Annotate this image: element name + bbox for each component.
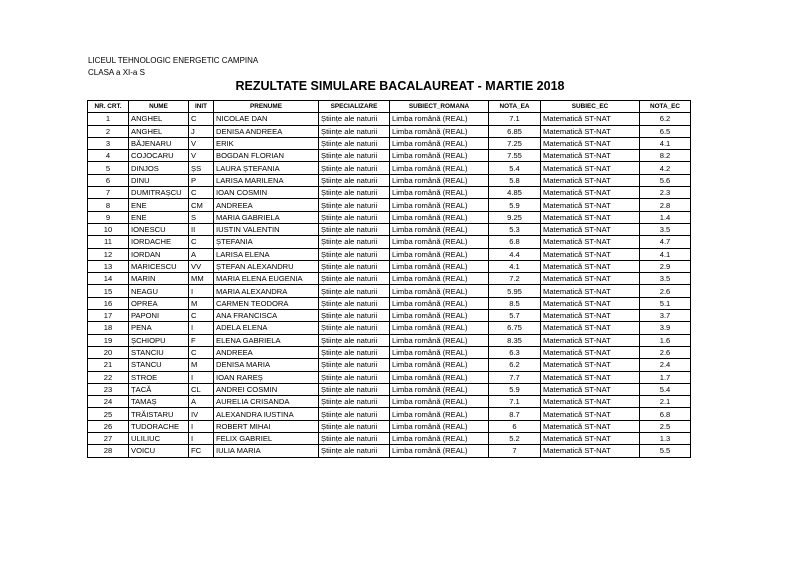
romanian-subject-cell: Limba română (REAL): [390, 137, 489, 149]
specialization-cell: Științe ale naturii: [319, 273, 390, 285]
second-subject-cell: Matematică ST-NAT: [541, 433, 640, 445]
specialization-cell: Științe ale naturii: [319, 334, 390, 346]
first-name-cell: MARIA ELENA EUGENIA: [214, 273, 319, 285]
table-row: [88, 260, 691, 272]
initial-cell: MM: [189, 273, 214, 285]
table-row: [88, 199, 691, 211]
second-subject-cell: Matematică ST-NAT: [541, 174, 640, 186]
specialization-cell: Științe ale naturii: [319, 174, 390, 186]
first-name-cell: IOAN COSMIN: [214, 187, 319, 199]
row-number-cell: 7: [88, 187, 129, 199]
table-row: [88, 383, 691, 395]
table-row: [88, 236, 691, 248]
second-subject-cell: Matematică ST-NAT: [541, 383, 640, 395]
table-row: [88, 211, 691, 223]
table-row: [88, 445, 691, 457]
specialization-cell: Științe ale naturii: [319, 260, 390, 272]
last-name-cell: MARIN: [129, 273, 189, 285]
last-name-cell: TUDORACHE: [129, 420, 189, 432]
last-name-cell: DUMITRAȘCU: [129, 187, 189, 199]
initial-cell: IV: [189, 408, 214, 420]
second-subject-cell: Matematică ST-NAT: [541, 125, 640, 137]
table-row: [88, 285, 691, 297]
romanian-subject-cell: Limba română (REAL): [390, 174, 489, 186]
row-number-cell: 8: [88, 199, 129, 211]
second-grade-cell: 4.2: [640, 162, 691, 174]
last-name-cell: IORDAN: [129, 248, 189, 260]
romanian-subject-cell: Limba română (REAL): [390, 199, 489, 211]
specialization-cell: Științe ale naturii: [319, 359, 390, 371]
last-name-cell: OPREA: [129, 297, 189, 309]
initial-cell: C: [189, 346, 214, 358]
romanian-grade-cell: 5.4: [489, 162, 541, 174]
specialization-cell: Științe ale naturii: [319, 445, 390, 457]
initial-cell: CM: [189, 199, 214, 211]
second-grade-cell: 3.9: [640, 322, 691, 334]
romanian-grade-cell: 9.25: [489, 211, 541, 223]
initial-cell: J: [189, 125, 214, 137]
romanian-grade-cell: 6.2: [489, 359, 541, 371]
table-row: [88, 334, 691, 346]
first-name-cell: LAURA ȘTEFANIA: [214, 162, 319, 174]
row-number-cell: 1: [88, 113, 129, 125]
romanian-subject-cell: Limba română (REAL): [390, 433, 489, 445]
specialization-cell: Științe ale naturii: [319, 113, 390, 125]
second-grade-cell: 3.7: [640, 310, 691, 322]
last-name-cell: STANCU: [129, 359, 189, 371]
table-row: [88, 408, 691, 420]
second-grade-cell: 3.5: [640, 273, 691, 285]
specialization-cell: Științe ale naturii: [319, 150, 390, 162]
romanian-grade-cell: 5.8: [489, 174, 541, 186]
initial-cell: A: [189, 248, 214, 260]
first-name-cell: MARIA GABRIELA: [214, 211, 319, 223]
initial-cell: V: [189, 150, 214, 162]
romanian-grade-cell: 5.3: [489, 223, 541, 235]
romanian-grade-cell: 7.2: [489, 273, 541, 285]
first-name-cell: CARMEN TEODORA: [214, 297, 319, 309]
second-subject-cell: Matematică ST-NAT: [541, 322, 640, 334]
second-grade-cell: 1.4: [640, 211, 691, 223]
last-name-cell: ȘCHIOPU: [129, 334, 189, 346]
romanian-grade-cell: 7.1: [489, 113, 541, 125]
last-name-cell: STANCIU: [129, 346, 189, 358]
romanian-grade-cell: 6.75: [489, 322, 541, 334]
first-name-cell: ADELA ELENA: [214, 322, 319, 334]
initial-cell: ȘS: [189, 162, 214, 174]
romanian-subject-cell: Limba română (REAL): [390, 334, 489, 346]
last-name-cell: IORDACHE: [129, 236, 189, 248]
specialization-cell: Științe ale naturii: [319, 383, 390, 395]
first-name-cell: IOAN RAREȘ: [214, 371, 319, 383]
first-name-cell: FELIX GABRIEL: [214, 433, 319, 445]
second-grade-cell: 5.1: [640, 297, 691, 309]
specialization-cell: Științe ale naturii: [319, 223, 390, 235]
second-subject-cell: Matematică ST-NAT: [541, 187, 640, 199]
row-number-cell: 19: [88, 334, 129, 346]
table-row: [88, 371, 691, 383]
first-name-cell: NICOLAE DAN: [214, 113, 319, 125]
romanian-grade-cell: 5.2: [489, 433, 541, 445]
last-name-cell: IONESCU: [129, 223, 189, 235]
romanian-subject-cell: Limba română (REAL): [390, 285, 489, 297]
table-row: [88, 359, 691, 371]
column-header: NR. CRT.: [88, 101, 129, 113]
specialization-cell: Științe ale naturii: [319, 236, 390, 248]
last-name-cell: PAPONI: [129, 310, 189, 322]
last-name-cell: ULILIUC: [129, 433, 189, 445]
second-subject-cell: Matematică ST-NAT: [541, 371, 640, 383]
first-name-cell: ȘTEFAN ALEXANDRU: [214, 260, 319, 272]
second-subject-cell: Matematică ST-NAT: [541, 420, 640, 432]
second-grade-cell: 2.6: [640, 346, 691, 358]
initial-cell: VV: [189, 260, 214, 272]
last-name-cell: TAMAȘ: [129, 396, 189, 408]
specialization-cell: Științe ale naturii: [319, 297, 390, 309]
romanian-subject-cell: Limba română (REAL): [390, 420, 489, 432]
school-name: LICEUL TEHNOLOGIC ENERGETIC CAMPINA: [88, 56, 259, 65]
specialization-cell: Științe ale naturii: [319, 396, 390, 408]
romanian-grade-cell: 8.5: [489, 297, 541, 309]
second-subject-cell: Matematică ST-NAT: [541, 285, 640, 297]
romanian-subject-cell: Limba română (REAL): [390, 113, 489, 125]
column-header: SUBIEC_EC: [541, 101, 640, 113]
last-name-cell: COJOCARU: [129, 150, 189, 162]
second-subject-cell: Matematică ST-NAT: [541, 236, 640, 248]
romanian-grade-cell: 5.9: [489, 383, 541, 395]
second-grade-cell: 6.5: [640, 125, 691, 137]
second-subject-cell: Matematică ST-NAT: [541, 162, 640, 174]
specialization-cell: Științe ale naturii: [319, 408, 390, 420]
romanian-subject-cell: Limba română (REAL): [390, 223, 489, 235]
last-name-cell: NEAGU: [129, 285, 189, 297]
row-number-cell: 15: [88, 285, 129, 297]
table-body: [88, 113, 691, 457]
romanian-subject-cell: Limba română (REAL): [390, 383, 489, 395]
first-name-cell: IULIA MARIA: [214, 445, 319, 457]
row-number-cell: 21: [88, 359, 129, 371]
second-grade-cell: 1.6: [640, 334, 691, 346]
romanian-grade-cell: 7.55: [489, 150, 541, 162]
table-row: [88, 346, 691, 358]
table-row: [88, 297, 691, 309]
specialization-cell: Științe ale naturii: [319, 199, 390, 211]
romanian-grade-cell: 5.95: [489, 285, 541, 297]
second-subject-cell: Matematică ST-NAT: [541, 334, 640, 346]
initial-cell: C: [189, 187, 214, 199]
row-number-cell: 11: [88, 236, 129, 248]
second-grade-cell: 4.7: [640, 236, 691, 248]
specialization-cell: Științe ale naturii: [319, 322, 390, 334]
initial-cell: C: [189, 236, 214, 248]
second-grade-cell: 3.5: [640, 223, 691, 235]
table-row: [88, 137, 691, 149]
romanian-grade-cell: 7.25: [489, 137, 541, 149]
romanian-grade-cell: 6.3: [489, 346, 541, 358]
romanian-grade-cell: 6.85: [489, 125, 541, 137]
romanian-grade-cell: 5.7: [489, 310, 541, 322]
second-subject-cell: Matematică ST-NAT: [541, 137, 640, 149]
romanian-grade-cell: 7.7: [489, 371, 541, 383]
second-grade-cell: 6.8: [640, 408, 691, 420]
first-name-cell: ERIK: [214, 137, 319, 149]
romanian-subject-cell: Limba română (REAL): [390, 359, 489, 371]
row-number-cell: 26: [88, 420, 129, 432]
first-name-cell: ANDREEA: [214, 346, 319, 358]
last-name-cell: BĂJENARU: [129, 137, 189, 149]
table-row: [88, 174, 691, 186]
romanian-subject-cell: Limba română (REAL): [390, 125, 489, 137]
second-subject-cell: Matematică ST-NAT: [541, 211, 640, 223]
romanian-grade-cell: 5.9: [489, 199, 541, 211]
column-header: SPECIALIZARE: [319, 101, 390, 113]
romanian-grade-cell: 4.4: [489, 248, 541, 260]
romanian-subject-cell: Limba română (REAL): [390, 260, 489, 272]
results-table: [87, 100, 691, 458]
second-subject-cell: Matematică ST-NAT: [541, 346, 640, 358]
romanian-subject-cell: Limba română (REAL): [390, 322, 489, 334]
table-row: [88, 113, 691, 125]
initial-cell: A: [189, 396, 214, 408]
romanian-subject-cell: Limba română (REAL): [390, 371, 489, 383]
initial-cell: S: [189, 211, 214, 223]
table-header-row: [88, 101, 691, 113]
table-row: [88, 420, 691, 432]
first-name-cell: ALEXANDRA IUSTINA: [214, 408, 319, 420]
initial-cell: F: [189, 334, 214, 346]
second-grade-cell: 5.5: [640, 445, 691, 457]
specialization-cell: Științe ale naturii: [319, 285, 390, 297]
romanian-subject-cell: Limba română (REAL): [390, 346, 489, 358]
table-row: [88, 396, 691, 408]
second-subject-cell: Matematică ST-NAT: [541, 408, 640, 420]
initial-cell: P: [189, 174, 214, 186]
column-header: INIT: [189, 101, 214, 113]
table-row: [88, 162, 691, 174]
romanian-subject-cell: Limba română (REAL): [390, 211, 489, 223]
second-subject-cell: Matematică ST-NAT: [541, 297, 640, 309]
initial-cell: M: [189, 359, 214, 371]
second-grade-cell: 2.3: [640, 187, 691, 199]
first-name-cell: ANDREI COSMIN: [214, 383, 319, 395]
second-grade-cell: 2.1: [640, 396, 691, 408]
last-name-cell: DINU: [129, 174, 189, 186]
specialization-cell: Științe ale naturii: [319, 346, 390, 358]
row-number-cell: 4: [88, 150, 129, 162]
romanian-grade-cell: 8.7: [489, 408, 541, 420]
column-header: NOTA_EA: [489, 101, 541, 113]
initial-cell: C: [189, 310, 214, 322]
second-subject-cell: Matematică ST-NAT: [541, 359, 640, 371]
second-subject-cell: Matematică ST-NAT: [541, 150, 640, 162]
row-number-cell: 18: [88, 322, 129, 334]
column-header: PRENUME: [214, 101, 319, 113]
romanian-grade-cell: 6: [489, 420, 541, 432]
specialization-cell: Științe ale naturii: [319, 310, 390, 322]
second-grade-cell: 2.5: [640, 420, 691, 432]
table-row: [88, 248, 691, 260]
last-name-cell: DINJOS: [129, 162, 189, 174]
second-subject-cell: Matematică ST-NAT: [541, 445, 640, 457]
romanian-subject-cell: Limba română (REAL): [390, 162, 489, 174]
second-subject-cell: Matematică ST-NAT: [541, 248, 640, 260]
row-number-cell: 25: [88, 408, 129, 420]
first-name-cell: BOGDAN FLORIAN: [214, 150, 319, 162]
second-grade-cell: 5.6: [640, 174, 691, 186]
row-number-cell: 5: [88, 162, 129, 174]
row-number-cell: 23: [88, 383, 129, 395]
last-name-cell: VOICU: [129, 445, 189, 457]
initial-cell: C: [189, 113, 214, 125]
row-number-cell: 13: [88, 260, 129, 272]
row-number-cell: 27: [88, 433, 129, 445]
romanian-subject-cell: Limba română (REAL): [390, 408, 489, 420]
table-row: [88, 187, 691, 199]
romanian-subject-cell: Limba română (REAL): [390, 150, 489, 162]
row-number-cell: 20: [88, 346, 129, 358]
specialization-cell: Științe ale naturii: [319, 211, 390, 223]
table-row: [88, 125, 691, 137]
specialization-cell: Științe ale naturii: [319, 187, 390, 199]
row-number-cell: 24: [88, 396, 129, 408]
row-number-cell: 2: [88, 125, 129, 137]
second-grade-cell: 1.3: [640, 433, 691, 445]
specialization-cell: Științe ale naturii: [319, 420, 390, 432]
row-number-cell: 6: [88, 174, 129, 186]
second-grade-cell: 4.1: [640, 137, 691, 149]
second-grade-cell: 2.9: [640, 260, 691, 272]
second-subject-cell: Matematică ST-NAT: [541, 260, 640, 272]
second-grade-cell: 2.8: [640, 199, 691, 211]
first-name-cell: DENISA MARIA: [214, 359, 319, 371]
specialization-cell: Științe ale naturii: [319, 371, 390, 383]
initial-cell: I: [189, 322, 214, 334]
romanian-subject-cell: Limba română (REAL): [390, 396, 489, 408]
second-grade-cell: 8.2: [640, 150, 691, 162]
first-name-cell: ȘTEFANIA: [214, 236, 319, 248]
first-name-cell: IUSTIN VALENTIN: [214, 223, 319, 235]
class-name: CLASA a XI-a S: [88, 68, 145, 77]
first-name-cell: ANA FRANCISCA: [214, 310, 319, 322]
row-number-cell: 10: [88, 223, 129, 235]
last-name-cell: STROE: [129, 371, 189, 383]
last-name-cell: ENE: [129, 199, 189, 211]
romanian-grade-cell: 6.8: [489, 236, 541, 248]
romanian-subject-cell: Limba română (REAL): [390, 187, 489, 199]
romanian-subject-cell: Limba română (REAL): [390, 273, 489, 285]
column-header: NOTA_EC: [640, 101, 691, 113]
second-subject-cell: Matematică ST-NAT: [541, 310, 640, 322]
specialization-cell: Științe ale naturii: [319, 162, 390, 174]
second-subject-cell: Matematică ST-NAT: [541, 223, 640, 235]
last-name-cell: ANGHEL: [129, 113, 189, 125]
row-number-cell: 14: [88, 273, 129, 285]
specialization-cell: Științe ale naturii: [319, 433, 390, 445]
table-row: [88, 310, 691, 322]
row-number-cell: 17: [88, 310, 129, 322]
romanian-subject-cell: Limba română (REAL): [390, 236, 489, 248]
romanian-grade-cell: 7: [489, 445, 541, 457]
first-name-cell: MARIA ALEXANDRA: [214, 285, 319, 297]
first-name-cell: AURELIA CRISANDA: [214, 396, 319, 408]
page-title: REZULTATE SIMULARE BACALAUREAT - MARTIE 2018: [235, 79, 565, 93]
column-header: NUME: [129, 101, 189, 113]
table-row: [88, 322, 691, 334]
second-grade-cell: 6.2: [640, 113, 691, 125]
second-subject-cell: Matematică ST-NAT: [541, 113, 640, 125]
initial-cell: I: [189, 420, 214, 432]
first-name-cell: ROBERT MIHAI: [214, 420, 319, 432]
romanian-grade-cell: 7.1: [489, 396, 541, 408]
romanian-subject-cell: Limba română (REAL): [390, 297, 489, 309]
table-row: [88, 433, 691, 445]
romanian-subject-cell: Limba română (REAL): [390, 310, 489, 322]
row-number-cell: 16: [88, 297, 129, 309]
first-name-cell: ANDREEA: [214, 199, 319, 211]
column-header: SUBIECT_ROMANA: [390, 101, 489, 113]
first-name-cell: ELENA GABRIELA: [214, 334, 319, 346]
first-name-cell: LARISA ELENA: [214, 248, 319, 260]
initial-cell: I: [189, 433, 214, 445]
row-number-cell: 3: [88, 137, 129, 149]
row-number-cell: 22: [88, 371, 129, 383]
specialization-cell: Științe ale naturii: [319, 125, 390, 137]
first-name-cell: LARISA MARILENA: [214, 174, 319, 186]
last-name-cell: ANGHEL: [129, 125, 189, 137]
romanian-subject-cell: Limba română (REAL): [390, 248, 489, 260]
first-name-cell: DENISA ANDREEA: [214, 125, 319, 137]
second-subject-cell: Matematică ST-NAT: [541, 273, 640, 285]
second-grade-cell: 5.4: [640, 383, 691, 395]
row-number-cell: 12: [88, 248, 129, 260]
specialization-cell: Științe ale naturii: [319, 137, 390, 149]
second-subject-cell: Matematică ST-NAT: [541, 199, 640, 211]
second-grade-cell: 4.1: [640, 248, 691, 260]
romanian-grade-cell: 4.85: [489, 187, 541, 199]
initial-cell: CL: [189, 383, 214, 395]
row-number-cell: 28: [88, 445, 129, 457]
initial-cell: V: [189, 137, 214, 149]
initial-cell: I: [189, 285, 214, 297]
initial-cell: M: [189, 297, 214, 309]
table-row: [88, 150, 691, 162]
second-grade-cell: 2.4: [640, 359, 691, 371]
last-name-cell: ȚACĂ: [129, 383, 189, 395]
table-row: [88, 273, 691, 285]
second-subject-cell: Matematică ST-NAT: [541, 396, 640, 408]
romanian-subject-cell: Limba română (REAL): [390, 445, 489, 457]
last-name-cell: PENA: [129, 322, 189, 334]
second-grade-cell: 1.7: [640, 371, 691, 383]
row-number-cell: 9: [88, 211, 129, 223]
romanian-grade-cell: 8.35: [489, 334, 541, 346]
last-name-cell: MARICESCU: [129, 260, 189, 272]
second-grade-cell: 2.6: [640, 285, 691, 297]
specialization-cell: Științe ale naturii: [319, 248, 390, 260]
initial-cell: I: [189, 371, 214, 383]
initial-cell: II: [189, 223, 214, 235]
last-name-cell: TRĂISTARU: [129, 408, 189, 420]
table-row: [88, 223, 691, 235]
last-name-cell: ENE: [129, 211, 189, 223]
initial-cell: FC: [189, 445, 214, 457]
romanian-grade-cell: 4.1: [489, 260, 541, 272]
